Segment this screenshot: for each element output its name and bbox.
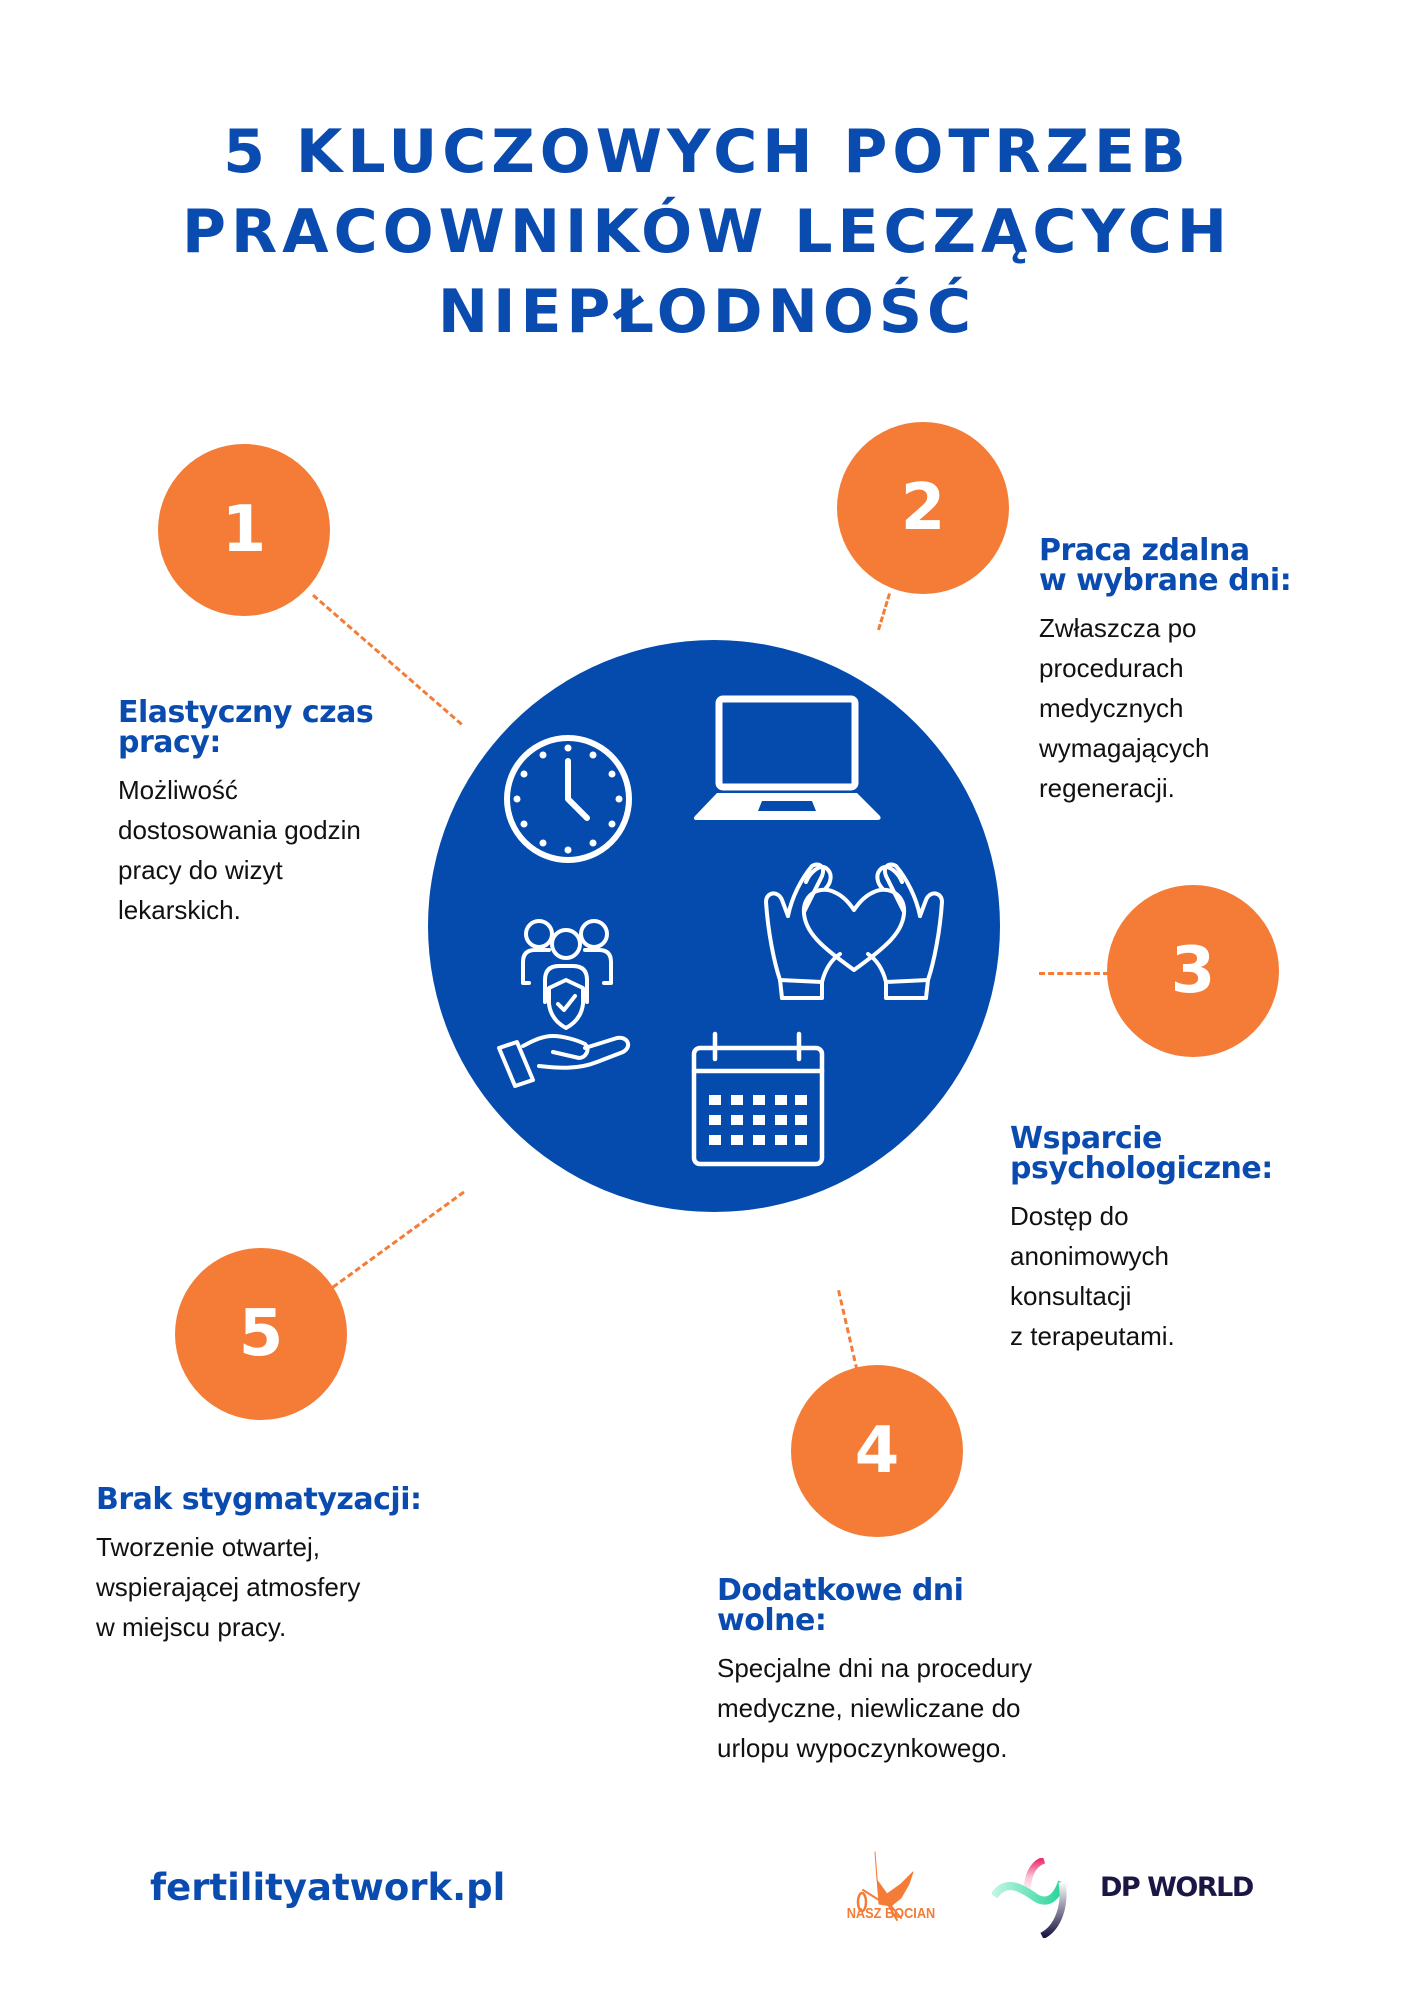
heading-line: wolne:	[717, 1603, 827, 1638]
number-badge-1: 1	[158, 444, 330, 616]
body-line: Możliwość	[118, 775, 238, 805]
number-badge-2: 2	[837, 422, 1009, 594]
body-line: z terapeutami.	[1010, 1321, 1175, 1351]
body-line: Zwłaszcza po	[1039, 613, 1197, 643]
heart-in-hands-icon	[764, 862, 944, 1002]
need-3-description	[1010, 1196, 1273, 1356]
body-line: medycznych	[1039, 693, 1184, 723]
body-line: w miejscu pracy.	[96, 1612, 287, 1642]
body-line: wspierającej atmosfery	[96, 1572, 361, 1602]
need-1	[118, 695, 374, 930]
heading-line: psychologiczne:	[1010, 1151, 1273, 1186]
body-line: urlopu wypoczynkowego.	[717, 1733, 1008, 1763]
body-line: wymagających	[1039, 733, 1210, 763]
need-3-heading	[1010, 1121, 1273, 1186]
need-3	[1010, 1121, 1273, 1356]
body-line: procedurach	[1039, 653, 1184, 683]
heading-line: Praca zdalna	[1039, 533, 1250, 568]
need-1-description	[118, 770, 373, 930]
heading-line: Dodatkowe dni	[717, 1573, 964, 1608]
need-1-heading	[118, 695, 374, 760]
body-line: regeneracji.	[1039, 773, 1175, 803]
website-link[interactable]: fertilityatwork.pl	[150, 1866, 506, 1909]
body-line: pracy do wizyt	[118, 855, 283, 885]
title-line-3: NIEPŁODNOŚĆ	[437, 277, 977, 347]
need-5-heading	[96, 1482, 422, 1517]
need-2-description	[1039, 608, 1291, 808]
heading-line: w wybrane dni:	[1039, 563, 1292, 598]
number-badge-5: 5	[175, 1248, 347, 1420]
dp-world-logo: DP WORLD	[1100, 1872, 1253, 1903]
title-line-2: PRACOWNIKÓW LECZĄCYCH	[181, 197, 1233, 267]
need-5-description	[96, 1527, 421, 1647]
connector-5	[332, 1191, 465, 1289]
body-line: Tworzenie otwartej,	[96, 1532, 320, 1562]
people-shield-hand-icon	[497, 918, 637, 1088]
need-2	[1039, 533, 1292, 808]
number-badge-3: 3	[1107, 885, 1279, 1057]
body-line: lekarskich.	[118, 895, 241, 925]
nasz-bocian-logo: NASZ BOCIAN	[846, 1905, 936, 1922]
body-line: konsultacji	[1010, 1281, 1132, 1311]
body-line: dostosowania godzin	[118, 815, 361, 845]
connector-3	[1039, 972, 1109, 975]
calendar-icon	[691, 1031, 825, 1167]
heading-line: Wsparcie	[1010, 1121, 1162, 1156]
need-4	[717, 1573, 1033, 1768]
heading-line: pracy:	[118, 725, 221, 760]
page-title	[0, 112, 1414, 352]
title-line-1: 5 KLUCZOWYCH POTRZEB	[223, 117, 1191, 187]
body-line: Specjalne dni na procedury	[717, 1653, 1033, 1683]
heading-line: Brak stygmatyzacji:	[96, 1482, 422, 1517]
need-5	[96, 1482, 422, 1647]
body-line: medyczne, niewliczane do	[717, 1693, 1021, 1723]
number-badge-4: 4	[791, 1365, 963, 1537]
body-line: anonimowych	[1010, 1241, 1169, 1271]
connector-2	[877, 593, 891, 630]
connector-4	[837, 1290, 858, 1371]
need-4-heading	[717, 1573, 1032, 1638]
clock-icon	[502, 733, 634, 865]
body-line: Dostęp do	[1010, 1201, 1129, 1231]
heading-line: Elastyczny czas	[118, 695, 374, 730]
need-2-heading	[1039, 533, 1292, 598]
need-4-description	[717, 1648, 1032, 1768]
dp-world-swirl-icon	[992, 1858, 1082, 1938]
laptop-icon	[692, 695, 884, 825]
